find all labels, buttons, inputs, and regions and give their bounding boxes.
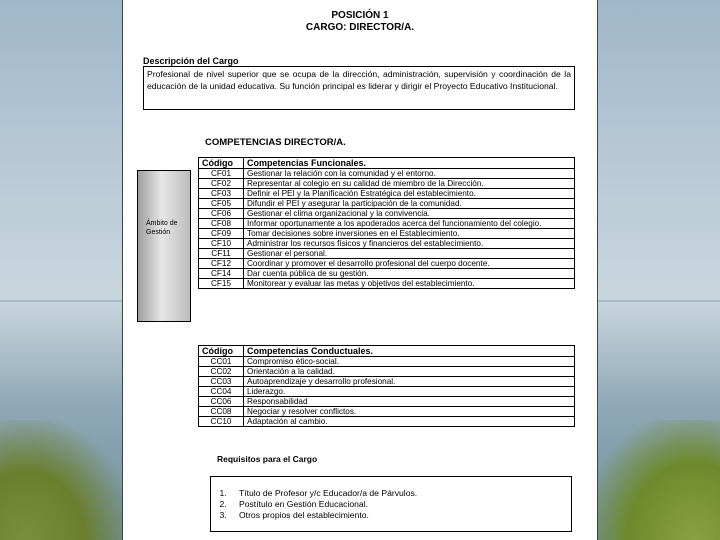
table-header-row: [199, 158, 575, 169]
conductual-competencies-table: [198, 345, 575, 427]
requirement-item: 3. Otros propios del establecimiento.: [229, 510, 571, 521]
table-header-row: [199, 346, 575, 357]
requirements-list: [211, 488, 571, 521]
competency-code: CC02: [199, 367, 244, 377]
competency-code: CF03: [199, 189, 244, 199]
table-row: [199, 259, 575, 269]
competency-text: Gestionar la relación con la comunidad y el entorno.: [244, 169, 575, 179]
cargo-title: CARGO: DIRECTOR/A.: [305, 22, 415, 33]
competency-text: Negociar y resolver conflictos.: [244, 407, 575, 417]
ambito-label: Ámbito de Gestión: [146, 220, 178, 236]
requirements-box: [210, 476, 572, 532]
table-row: [199, 179, 575, 189]
header-code: Código: [199, 158, 244, 169]
competencies-title: COMPETENCIAS DIRECTOR/A.: [205, 137, 346, 148]
competency-code: CC10: [199, 417, 244, 427]
table-row: [199, 219, 575, 229]
functional-competencies-table: [198, 157, 575, 289]
competency-text: Coordinar y promover el desarrollo profesional del cuerpo docente.: [244, 259, 575, 269]
table-row: [199, 367, 575, 377]
competency-text: Administrar los recursos físicos y financieros del establecimiento.: [244, 239, 575, 249]
competency-code: CC01: [199, 357, 244, 367]
table-row: [199, 279, 575, 289]
table-row: [199, 377, 575, 387]
background-island-right: [590, 420, 720, 540]
competency-code: CF11: [199, 249, 244, 259]
competency-code: CF01: [199, 169, 244, 179]
table-row: [199, 169, 575, 179]
competency-code: CF12: [199, 259, 244, 269]
header-code: Código: [199, 346, 244, 357]
table-row: [199, 387, 575, 397]
description-text: Profesional de nivel superior que se ocupa de la dirección, administración, supervisión y coordinación de la educación de la unidad educativa. Su función principal es liderar y dirigir el Proyecto Educativo Institucional.: [147, 69, 571, 91]
competency-text: Compromiso ético-social.: [244, 357, 575, 367]
ambito-box: [137, 170, 191, 322]
competency-code: CF09: [199, 229, 244, 239]
table-row: [199, 417, 575, 427]
competency-code: CC03: [199, 377, 244, 387]
competency-text: Dar cuenta pública de su gestión.: [244, 269, 575, 279]
competency-text: Representar al colegio en su calidad de miembro de la Dirección.: [244, 179, 575, 189]
competency-code: CF08: [199, 219, 244, 229]
competency-code: CF02: [199, 179, 244, 189]
competency-text: Liderazgo.: [244, 387, 575, 397]
position-title: POSICIÓN 1: [331, 10, 389, 21]
document-page: [122, 0, 598, 540]
table-row: [199, 407, 575, 417]
competency-code: CF05: [199, 199, 244, 209]
competency-code: CC04: [199, 387, 244, 397]
competency-text: Gestionar el clima organizacional y la convivencia.: [244, 209, 575, 219]
competency-text: Tomar decisiones sobre inversiones en el Establecimiento.: [244, 229, 575, 239]
competency-text: Difundir el PEI y asegurar la participación de la comunidad.: [244, 199, 575, 209]
table-row: [199, 357, 575, 367]
competency-code: CF14: [199, 269, 244, 279]
competency-code: CF10: [199, 239, 244, 249]
table-row: [199, 189, 575, 199]
competency-text: Informar oportunamente a los apoderados acerca del funcionamiento del colegio.: [244, 219, 575, 229]
requirement-item: 2. Postítulo en Gestión Educacional.: [229, 499, 571, 510]
competency-text: Responsabilidad: [244, 397, 575, 407]
competency-code: CF06: [199, 209, 244, 219]
header-name: Competencias Funcionales.: [244, 158, 575, 169]
table-row: [199, 209, 575, 219]
header-name: Competencias Conductuales.: [244, 346, 575, 357]
competency-text: Gestionar el personal.: [244, 249, 575, 259]
table-row: [199, 239, 575, 249]
table-row: [199, 199, 575, 209]
table-row: [199, 229, 575, 239]
competency-text: Monitorear y evaluar las metas y objetivos del establecimiento.: [244, 279, 575, 289]
competency-text: Autoaprendizaje y desarrollo profesional.: [244, 377, 575, 387]
requirements-title: Requisitos para el Cargo: [217, 454, 318, 464]
description-box: [143, 66, 575, 110]
competency-text: Adaptación al cambio.: [244, 417, 575, 427]
competency-code: CC06: [199, 397, 244, 407]
description-label: Descripción del Cargo: [143, 56, 239, 66]
table-row: [199, 249, 575, 259]
table-row: [199, 269, 575, 279]
background-island-left: [0, 420, 130, 540]
competency-code: CF15: [199, 279, 244, 289]
requirement-item: 1. Título de Profesor y/c Educador/a de Párvulos.: [229, 488, 571, 499]
competency-text: Definir el PEI y la Planificación Estratégica del establecimiento.: [244, 189, 575, 199]
competency-text: Orientación a la calidad.: [244, 367, 575, 377]
table-row: [199, 397, 575, 407]
competency-code: CC08: [199, 407, 244, 417]
